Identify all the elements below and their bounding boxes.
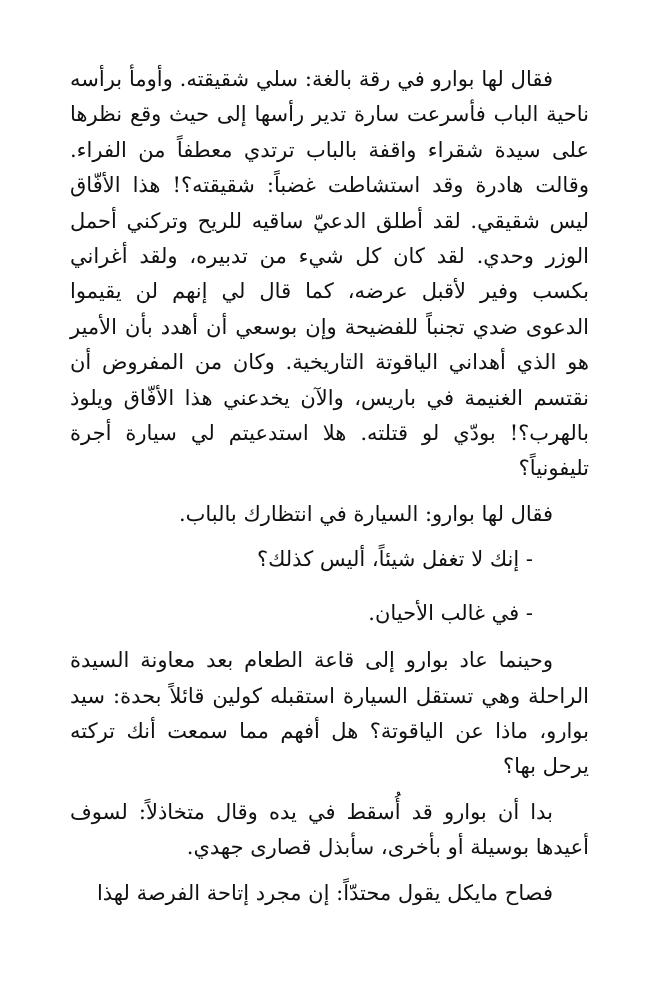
paragraph: بدا أن بوارو قد أُسقط في يده وقال متخاذلاً: لسوف أعيدها بوسيلة أو بأخرى، سأبذل قصارى جهدي. bbox=[70, 799, 589, 860]
paragraph: وحينما عاد بوارو إلى قاعة الطعام بعد معاونة السيدة الراحلة وهي تستقل السيارة استقبله كولين قائلاً بحدة: سيد بوارو، ماذا عن الياقوتة؟ هل أفهم مما سمعت أنك تركته يرحل بها؟ bbox=[70, 648, 589, 779]
dialogue-line: - إنك لا تغفل شيئاً، أليس كذلك؟ bbox=[256, 547, 533, 572]
paragraph: فقال لها بوارو في رقة بالغة: سلي شقيقته. وأومأ برأسه ناحية الباب فأسرعت سارة تدير رأسها إلى حيث وقع نظرها على سيدة شقراء واقفة بالباب ترتدي معطفاً من الفراء. وقالت هادرة وقد استشاطت غضباً: شقيقته؟! هذا الأفّاق ليس شقيقي. لقد أطلق الدعيّ ساقيه للريح وتركني أحمل الوزر وحدي. لقد كان كل شيء من تدبيره، ولقد أغراني بكسب وفير لأقبل عرضه، كما قال لي إنهم لن يقيموا الدعوى ضدي تجنباً للفضيحة وإن بوسعي أن أهدد بأن الأمير هو الذي أهداني الياقوتة التاريخية. وكان من المفروض أن نقتسم الغنيمة في باريس، والآن يخدعني هذا الأفّاق ويلوذ بالهرب؟! بودّي لو قتلته. هلا استدعيتم لي سيارة أجرة تليفونياً؟ bbox=[70, 67, 589, 481]
paragraph: فصاح مايكل يقول محتدّاً: إن مجرد إتاحة الفرصة لهذا bbox=[96, 880, 553, 905]
book-page bbox=[70, 62, 589, 1000]
dialogue-line: - في غالب الأحيان. bbox=[368, 600, 533, 625]
paragraph: فقال لها بوارو: السيارة في انتظارك بالباب. bbox=[178, 501, 553, 526]
